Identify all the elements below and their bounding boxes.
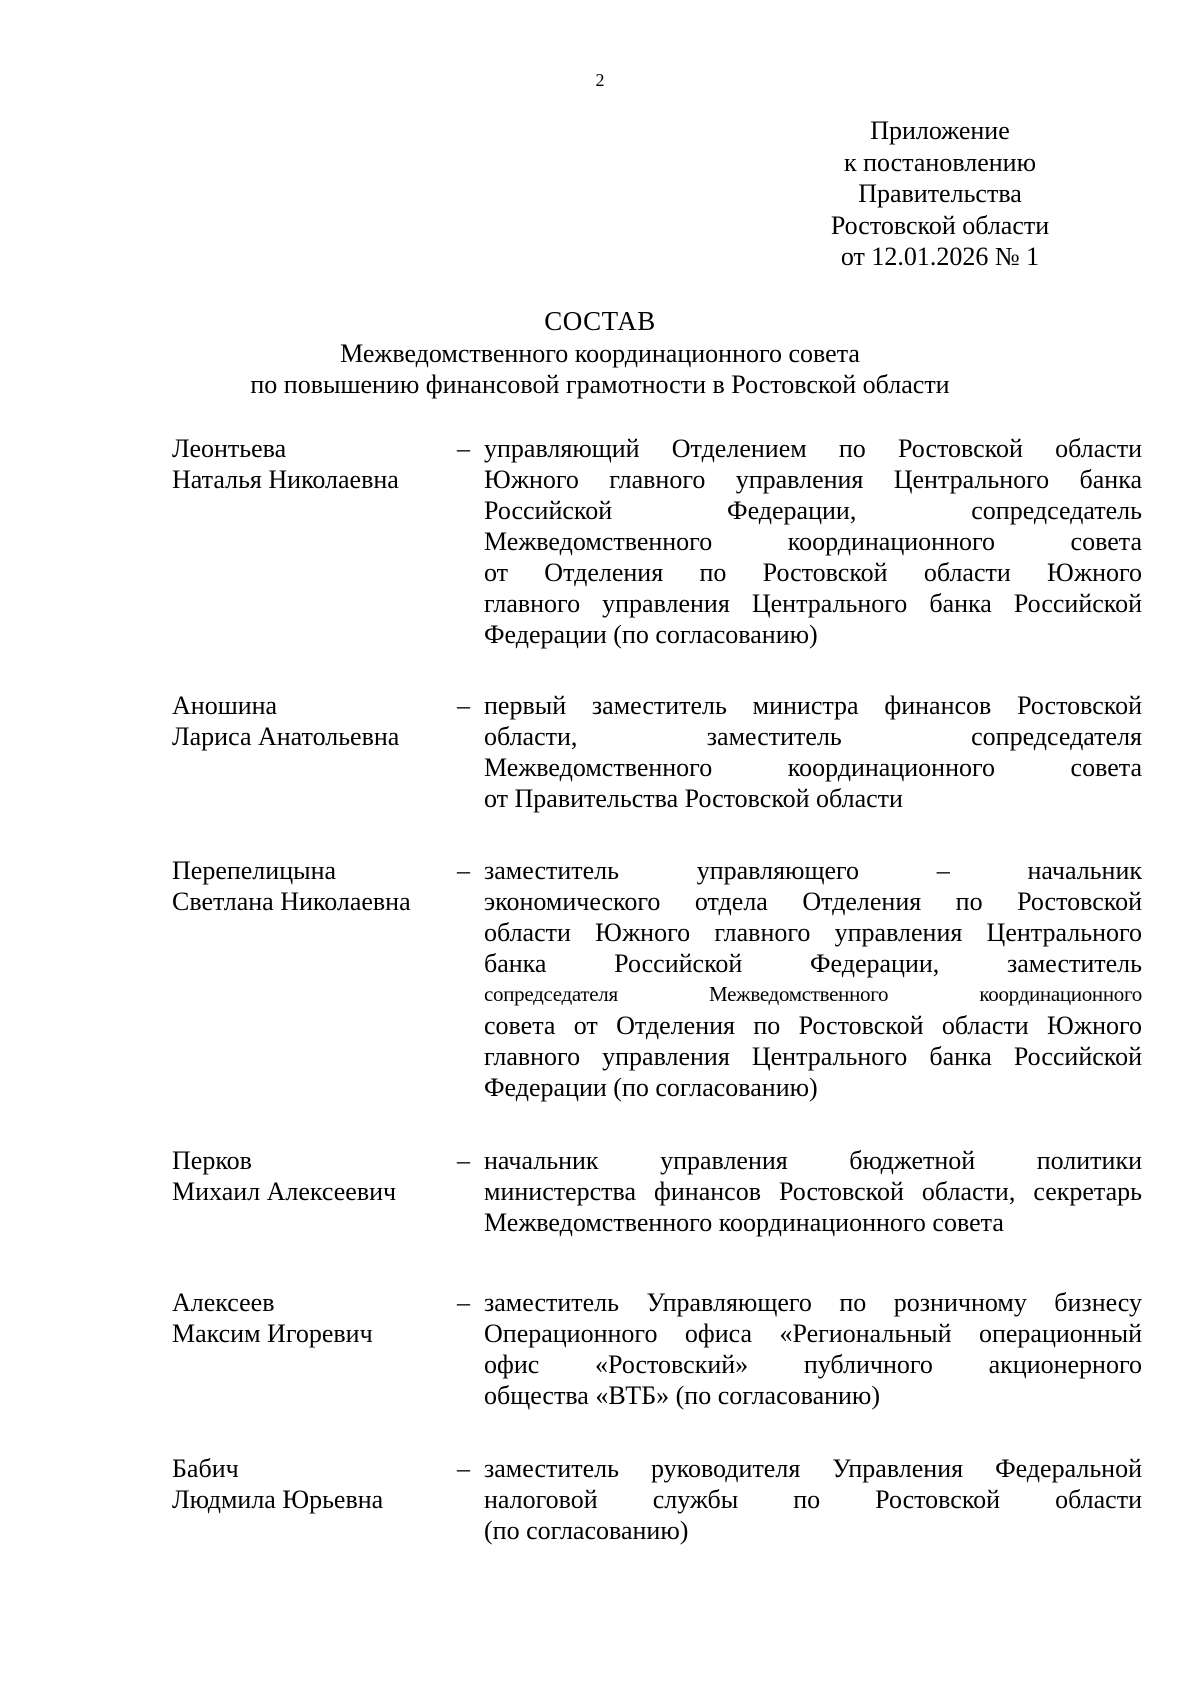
member-surname: Алексеев [172,1288,275,1317]
position-line: министерства финансов Ростовской области, секретарь [484,1177,1142,1206]
position-line: общества «ВТБ» (по согласованию) [484,1381,881,1410]
member-given-names: Людмила Юрьевна [172,1485,384,1514]
position-line: начальник управления бюджетной политики [484,1146,1142,1175]
position-line: Межведомственного координационного совета [484,527,1142,556]
member-surname: Аношина [172,691,278,720]
title-main: СОСТАВ [544,306,656,336]
member-position [484,433,1142,650]
member-position [484,1287,1142,1411]
page-number: 2 [595,70,605,90]
position-line: главного управления Центрального банка Российской [484,1042,1142,1071]
member-name [172,690,462,752]
position-line: Операционного офиса «Региональный операционный [484,1319,1142,1348]
member-surname: Леонтьева [172,434,287,463]
member-given-names: Максим Игоревич [172,1319,373,1348]
position-line: экономического отдела Отделения по Ростовской [484,887,1142,916]
position-line: банка Российской Федерации, заместитель [484,949,1142,978]
member-given-names: Наталья Николаевна [172,465,399,494]
appendix-line: Приложение [870,116,1010,145]
member-dash: – [457,434,470,463]
member-given-names: Светлана Николаевна [172,887,411,916]
appendix-line: Правительства [858,179,1022,208]
member-surname: Перепелицына [172,856,337,885]
member-surname: Перков [172,1146,252,1175]
member-name [172,1453,462,1515]
position-line: налоговой службы по Ростовской области [484,1485,1142,1514]
member-given-names: Лариса Анатольевна [172,722,400,751]
position-line: Российской Федерации, сопредседатель [484,496,1142,525]
position-line: от Отделения по Ростовской области Южного [484,558,1142,587]
position-line: заместитель руководителя Управления Федеральной [484,1454,1142,1483]
appendix-line: Ростовской области [830,210,1050,240]
position-line: управляющий Отделением по Ростовской области [484,434,1142,463]
appendix-line: к постановлению [843,147,1037,177]
member-dash: – [457,1454,470,1483]
position-line: главного управления Центрального банка Российской [484,589,1142,618]
member-position [484,855,1142,1103]
position-line: первый заместитель министра финансов Ростовской [484,691,1142,720]
position-line: Межведомственного координационного совета [484,753,1142,782]
member-position [484,1453,1142,1546]
member-position [484,690,1142,814]
position-line: (по согласованию) [484,1516,689,1545]
member-surname: Бабич [172,1454,239,1483]
title-subtitle: Межведомственного координационного совета [340,338,860,368]
title-subtitle: по повышению финансовой грамотности в Ростовской области [250,370,950,399]
position-line: Федерации (по согласованию) [484,620,818,649]
position-line: заместитель Управляющего по розничному бизнесу [484,1288,1142,1317]
member-name [172,433,462,495]
position-line: Южного главного управления Центрального банка [484,465,1142,494]
member-dash: – [457,856,470,885]
member-dash: – [457,1146,470,1175]
position-line: области, заместитель сопредседателя [484,722,1142,751]
position-line: совета от Отделения по Ростовской области Южного [484,1011,1142,1040]
position-line: сопредседателя Межведомственного координационного [484,982,1142,1006]
position-line: Межведомственного координационного совета [484,1208,1004,1237]
member-dash: – [457,691,470,720]
position-line: офис «Ростовский» публичного акционерного [484,1350,1142,1379]
position-line: Федерации (по согласованию) [484,1073,818,1102]
member-given-names: Михаил Алексеевич [172,1177,397,1206]
position-line: заместитель управляющего – начальник [484,856,1142,885]
member-name [172,1145,462,1207]
member-dash: – [457,1288,470,1317]
member-position [484,1145,1142,1238]
position-line: от Правительства Ростовской области [484,784,903,813]
member-name [172,855,462,917]
appendix-date-line: от 12.01.2026 № 1 [840,242,1040,271]
member-name [172,1287,462,1349]
position-line: области Южного главного управления Центрального [484,918,1142,947]
